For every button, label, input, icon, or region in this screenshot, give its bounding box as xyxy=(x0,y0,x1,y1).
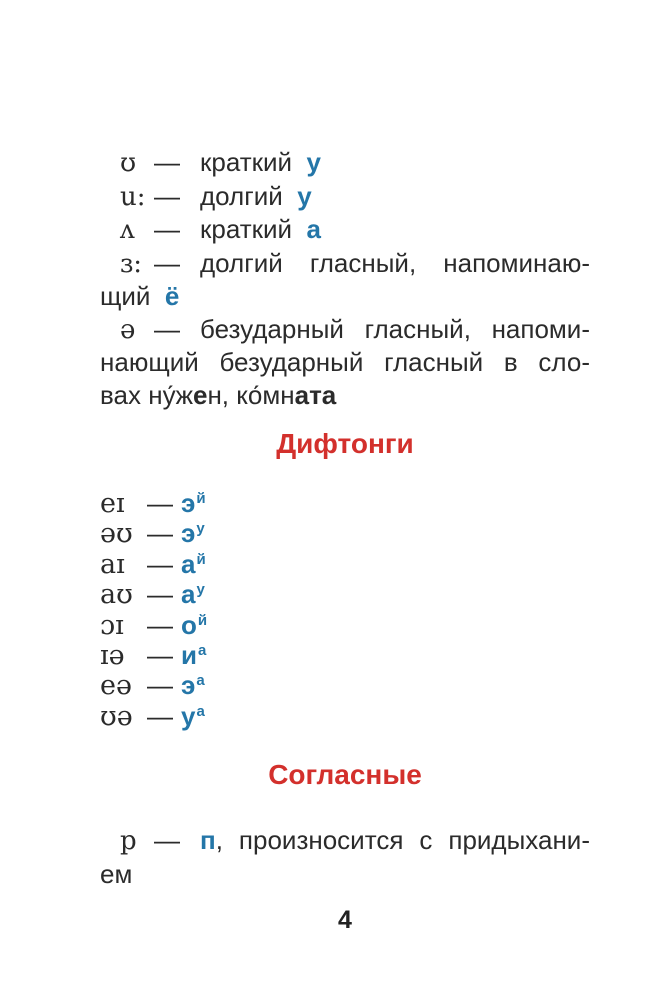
phonetic-entry xyxy=(100,146,590,180)
phonetic-entry xyxy=(100,313,590,412)
diphthong-row xyxy=(100,579,590,609)
ipa-symbol: ɔɪ xyxy=(100,609,124,641)
dash-separator: — xyxy=(147,609,173,640)
base-letter: э xyxy=(181,488,196,518)
dash-separator: — xyxy=(154,825,180,856)
text-run: краткий xyxy=(200,147,307,177)
text-line xyxy=(100,858,590,891)
bold-text: ата xyxy=(294,379,337,410)
dash-separator: — xyxy=(154,247,180,278)
phonetic-entry xyxy=(100,213,590,247)
text-run: ем xyxy=(100,858,133,889)
ipa-symbol: əʊ xyxy=(100,518,133,550)
text-line xyxy=(100,824,590,858)
text-line xyxy=(100,313,590,347)
page-content xyxy=(100,146,590,890)
russian-equivalent: у xyxy=(306,147,321,177)
text-line xyxy=(100,213,590,247)
ipa-symbol: ʊə xyxy=(100,700,133,732)
diphthong-row xyxy=(100,610,590,640)
superscript-letter: а xyxy=(196,672,205,690)
russian-equivalent: ё xyxy=(164,281,180,311)
phonetic-entry xyxy=(100,247,590,313)
base-letter: у xyxy=(181,700,196,731)
ipa-symbol: aɪ xyxy=(100,548,125,580)
ipa-symbol: ʊ xyxy=(120,148,137,178)
ipa-symbol: ə xyxy=(120,314,136,345)
ipa-symbol: eɪ xyxy=(100,488,125,519)
text-line xyxy=(100,247,590,281)
superscript-letter: а xyxy=(197,641,207,659)
section-heading: Согласные xyxy=(268,759,422,791)
diphthong-list xyxy=(100,488,590,731)
superscript-letter: у xyxy=(196,581,205,599)
diphthong-row xyxy=(100,488,590,518)
text-run: , произносится с придыхани- xyxy=(215,825,590,856)
text-line xyxy=(100,280,590,313)
superscript-letter: а xyxy=(196,702,205,720)
diphthong-row xyxy=(100,701,590,731)
text-line xyxy=(100,379,590,412)
text-line xyxy=(100,180,590,214)
text-run: долгий гласный, напоминаю- xyxy=(200,247,590,278)
ipa-symbol: u: xyxy=(120,181,146,212)
base-letter: о xyxy=(181,609,197,640)
russian-equivalent xyxy=(181,701,205,736)
base-letter: э xyxy=(181,518,196,549)
diphthong-row xyxy=(100,518,590,548)
superscript-letter: у xyxy=(196,520,205,538)
dash-separator: — xyxy=(147,548,173,579)
text-run: нающий безударный гласный в сло- xyxy=(100,347,590,377)
base-letter: э xyxy=(181,670,196,701)
ipa-symbol: ʌ xyxy=(120,215,135,245)
text-run: краткий xyxy=(200,214,307,244)
ipa-symbol: eə xyxy=(100,670,132,702)
ipa-symbol: p xyxy=(120,826,137,857)
dash-separator: — xyxy=(154,214,180,244)
base-letter: а xyxy=(181,548,196,579)
ipa-symbol: ɜ: xyxy=(120,248,142,279)
russian-equivalent: а xyxy=(306,214,321,244)
superscript-letter: й xyxy=(196,550,206,568)
text-run: н, ко́мн xyxy=(207,379,295,410)
superscript-letter: й xyxy=(196,490,206,507)
base-letter: а xyxy=(181,579,196,610)
text-line xyxy=(100,146,590,180)
base-letter: и xyxy=(181,639,197,670)
dash-separator: — xyxy=(147,518,173,549)
dash-separator: — xyxy=(154,313,180,344)
text-run: щий xyxy=(100,281,165,311)
dash-separator: — xyxy=(147,488,173,518)
text-run: долгий xyxy=(200,180,298,211)
dash-separator: — xyxy=(147,700,173,731)
ipa-symbol: ɪə xyxy=(100,639,125,671)
bold-text: е xyxy=(192,379,208,410)
russian-equivalent: у xyxy=(297,180,312,211)
diphthong-row xyxy=(100,670,590,700)
dash-separator: — xyxy=(147,579,173,610)
text-run: безударный гласный, напоми- xyxy=(200,313,590,344)
section-heading: Дифтонги xyxy=(276,428,414,459)
text-line xyxy=(100,346,590,379)
page-number: 4 xyxy=(338,906,352,934)
russian-equivalent: п xyxy=(200,825,216,856)
diphthong-row xyxy=(100,640,590,670)
phonetic-entry xyxy=(100,824,590,890)
dash-separator: — xyxy=(147,670,173,701)
superscript-letter: й xyxy=(197,611,208,629)
dash-separator: — xyxy=(154,147,180,177)
diphthong-row xyxy=(100,549,590,579)
ipa-symbol: aʊ xyxy=(100,579,133,611)
dash-separator: — xyxy=(147,639,173,670)
dash-separator: — xyxy=(154,180,180,211)
text-run: вах ну́ж xyxy=(100,379,193,410)
phonetic-entry xyxy=(100,180,590,214)
